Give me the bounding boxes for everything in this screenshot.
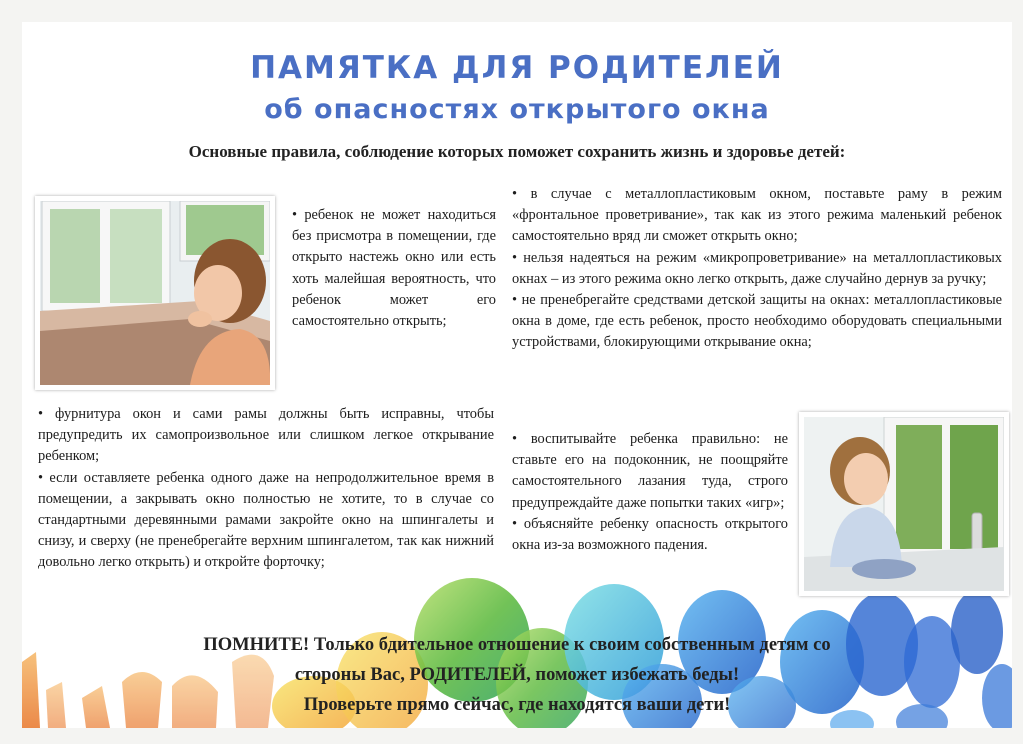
footer-line-2: стороны Вас, РОДИТЕЛЕЙ, поможет избежать беды! xyxy=(294,665,740,685)
right-column-lower xyxy=(512,429,788,556)
page-title-line2: об опасностях открытого окна xyxy=(264,94,770,125)
footer-line-1: ПОМНИТЕ! Только бдительное отношение к своим собственным детям со xyxy=(203,635,831,655)
page-title: ПАМЯТКА ДЛЯ РОДИТЕЛЕЙ xyxy=(250,50,784,86)
poster-page xyxy=(22,22,1012,728)
left-item-2: • фурнитура окон и сами рамы должны быть исправны, чтобы предупредить их самопроизвольное или слишком легкое открывание ребенком; xyxy=(38,406,494,465)
page-subtitle: Основные правила, соблюдение которых поможет сохранить жизнь и здоровье детей: xyxy=(188,142,846,161)
child-at-window-photo xyxy=(35,196,275,390)
left-column-lower xyxy=(38,404,494,574)
toddler-on-windowsill-photo xyxy=(799,412,1009,596)
footer-line-3: Проверьте прямо сейчас, где находятся ваши дети! xyxy=(303,695,731,715)
right-column-upper xyxy=(512,184,1002,354)
left-item-1: • ребенок не может находиться без присмотра в помещении, где открыто настежь окно или есть хоть малейшая вероятность, что ребенок может его самостоятельно открыть; xyxy=(292,207,496,330)
right-item-4: • воспитывайте ребенка правильно: не ставьте его на подоконник, не поощряйте самостоятельного лазания туда, строго предупреждайте даже попытки таких «игр»; xyxy=(512,431,788,511)
left-item-3: • если оставляете ребенка одного даже на непродолжительное время в помещении, а закрывать окно полностью не хотите, то в случае со стандартными деревянными рамами закройте окно на шпингалеты и снизу, и сверху (не пренебрегайте верхним шпингалетом, так как нижний довольно легко открыть) и откройте форточку; xyxy=(38,469,494,571)
right-item-5: • объясняйте ребенку опасность открытого окна из-за возможного падения. xyxy=(512,515,788,554)
right-item-2: • нельзя надеяться на режим «микропроветривание» на металлопластиковых окнах – из этого режима окно легко открыть, даже случайно дернув за ручку; xyxy=(512,249,1002,287)
right-item-1: • в случае с металлопластиковым окном, поставьте раму в режим «фронтальное проветривание», так как из этого режима маленький ребенок самостоятельно вряд ли сможет открыть окно; xyxy=(512,186,1002,245)
right-item-3: • не пренебрегайте средствами детской защиты на окнах: металлопластиковые окна в доме, где есть ребенок, просто необходимо оборудовать специальными устройствами, блокирующими открывание окна; xyxy=(512,292,1002,351)
